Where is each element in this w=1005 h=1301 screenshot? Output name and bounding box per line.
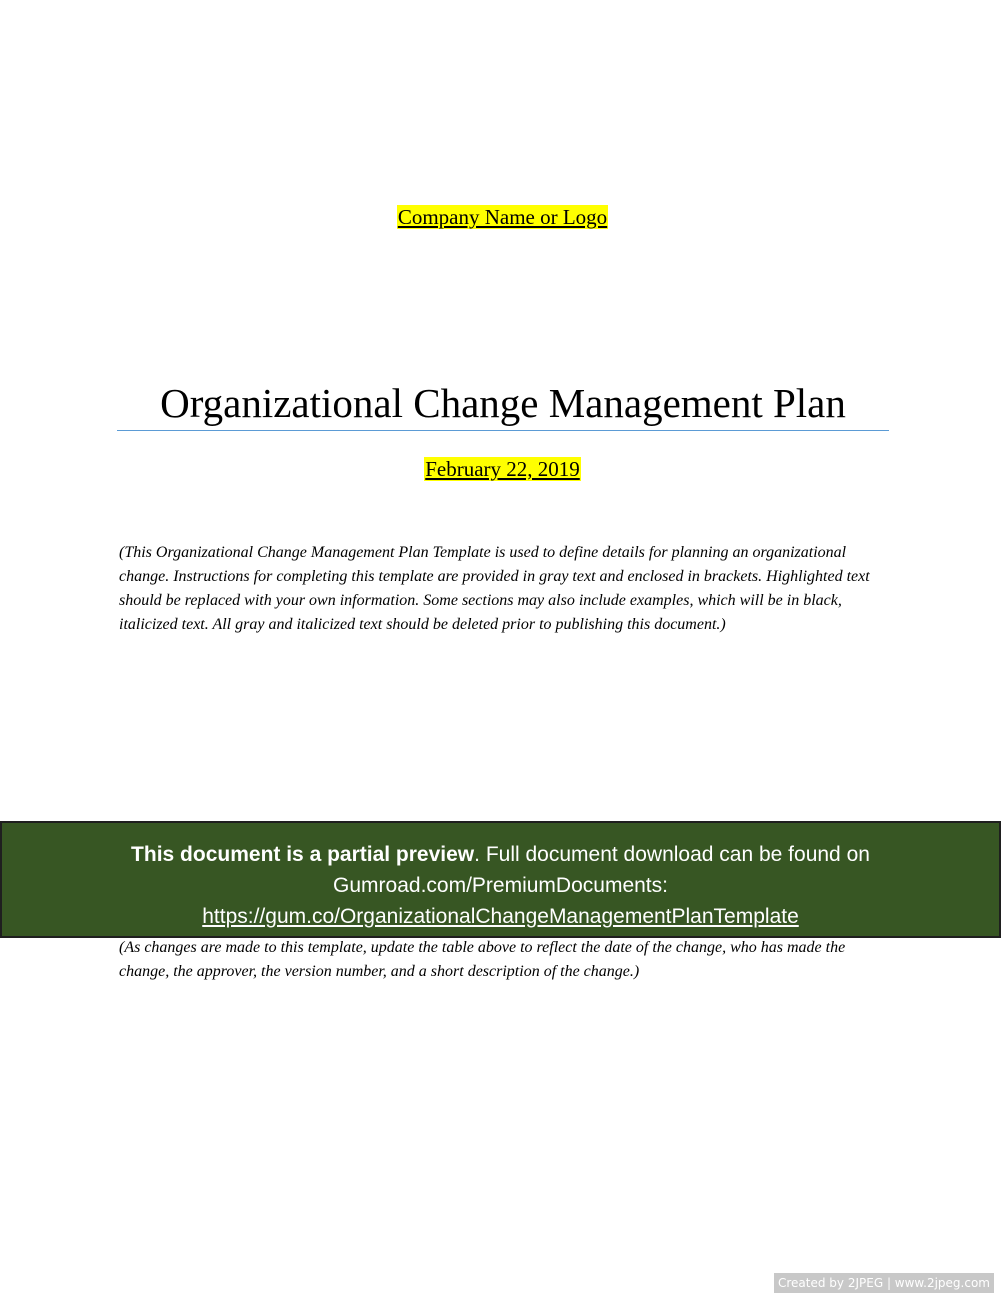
template-instructions: (This Organizational Change Management Plan Template is used to define details for planning an organizational change. Instructions for completing this template are provided in gray text and enclosed in brackets. Highlighted text should be replaced with your own information. Some sections may also include examples, which will be in black, italicized text. All gray and italicized text should be deleted prior to publishing this document.) [119, 544, 870, 633]
company-name-placeholder [0, 204, 1005, 230]
banner-text-line-1: . Full document download can be found on [474, 843, 870, 866]
title-underline-divider [117, 430, 889, 431]
watermark-label: Created by 2JPEG | www.2jpeg.com [774, 1273, 994, 1293]
revision-table-note: (As changes are made to this template, update the table above to reflect the date of the change, who has made the change, the approver, the version number, and a short description of the change.) [119, 939, 846, 980]
document-title: Organizational Change Management Plan [160, 380, 846, 426]
company-name-text: Company Name or Logo [397, 205, 608, 229]
download-link[interactable]: https://gum.co/OrganizationalChangeManagementPlanTemplate [202, 905, 799, 928]
banner-bold-text: This document is a partial preview [131, 843, 475, 866]
banner-line-1 [2, 839, 999, 870]
document-date-text: February 22, 2019 [425, 457, 580, 481]
partial-preview-banner [0, 821, 1001, 938]
banner-text-line-2: Gumroad.com/PremiumDocuments: [333, 874, 668, 897]
document-date [0, 456, 1005, 482]
